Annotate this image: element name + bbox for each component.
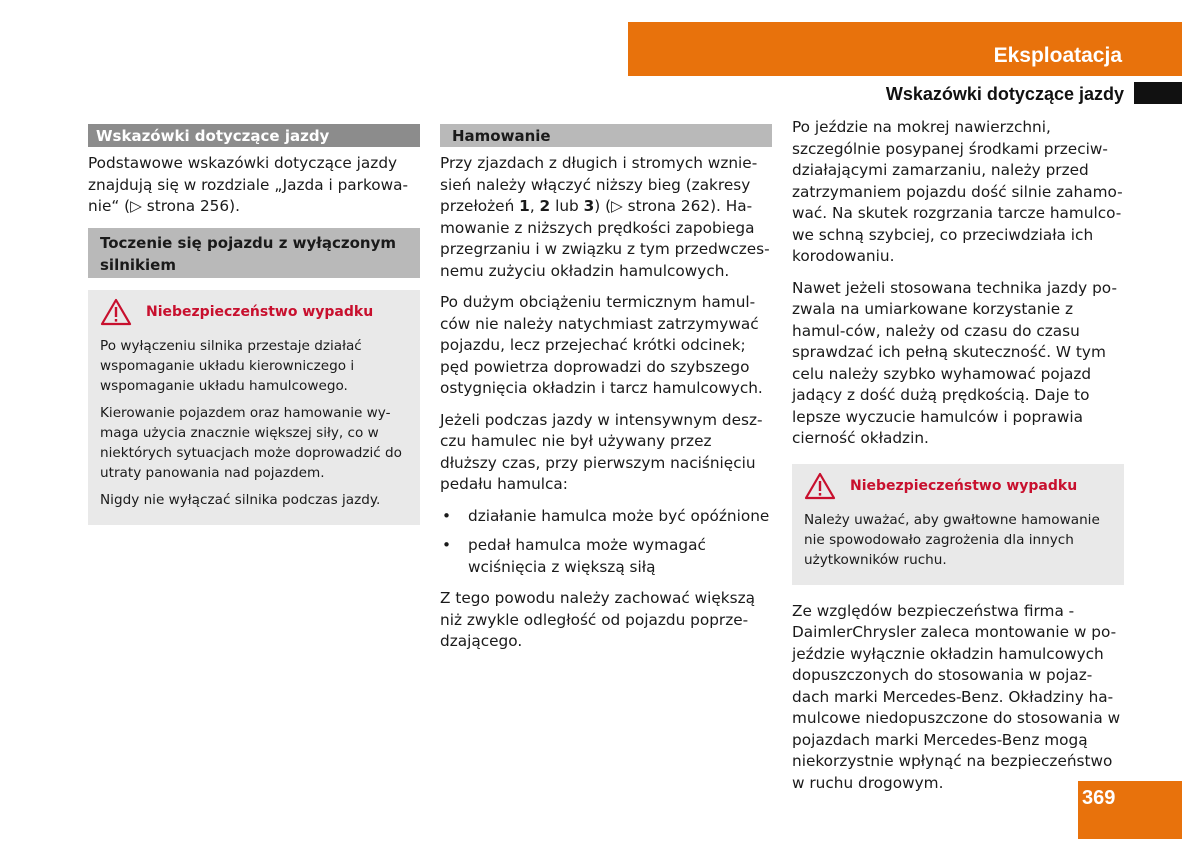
text-span: lub [550, 197, 584, 215]
gear-2: 2 [539, 197, 551, 215]
page-number: 369 [1078, 781, 1182, 839]
col1-intro: Podstawowe wskazówki dotyczące jazdy znajdują się w rozdziale „Jazda i parkowa-nie“ (▷ strona 256). [88, 154, 409, 215]
column-1 [88, 124, 420, 525]
text-span: , [529, 197, 540, 215]
chapter-tab [628, 22, 1182, 76]
col2-heading: Hamowanie [440, 124, 772, 147]
warning-title-row [100, 298, 408, 326]
warning-text: Po wyłączeniu silnika przestaje działać wspomaganie układu kierowniczego i wspomaganie układu hamulcowego. [100, 337, 362, 394]
list-item: • pedał hamulca może wymagać wciśnięcia z większą siłą [440, 535, 772, 578]
warning-text: Nigdy nie wyłączać silnika podczas jazdy. [100, 491, 381, 508]
col1-subheading: Toczenie się pojazdu z wyłączonym silnikiem [88, 228, 420, 278]
warning-triangle-icon [100, 298, 132, 326]
column-2 [440, 124, 772, 663]
gear-1: 1 [519, 197, 530, 215]
warning-box [792, 464, 1124, 585]
section-marker [1134, 82, 1182, 104]
col3-paragraph: Po jeździe na mokrej nawierzchni, szczególnie posypanej środkami przeciw-działającymi zamarzaniu, należy przed zatrzymaniem pojazdu dość silnie zahamo-wać. Na skutek rozgrzania tarcze hamulco-we schną szybciej, co przeciwdziała ich korodowaniu. [792, 118, 1123, 265]
col2-paragraph: Jeżeli podczas jazdy w intensywnym desz-czu hamulec nie był używany przez dłuższy czas, przy pierwszym naciśnięciu pedału hamulca: [440, 410, 763, 493]
text-span: ) (▷ strona 262). Ha-mowanie z niższych prędkości zapobiega przegrzaniu i w związku z tym przedwczes-nemu zużyciu okładzin hamulcowych. [440, 197, 770, 280]
column-3 [792, 117, 1124, 804]
warning-text: Należy uważać, aby gwałtowne hamowanie nie spowodowało zagrożenia dla innych użytkowników ruchu. [804, 511, 1100, 568]
warning-text: Kierowanie pojazdem oraz hamowanie wy-maga użycia znacznie większej siły, co w niektórych sytuacjach może doprowadzić do utraty panowania nad pojazdem. [100, 404, 403, 481]
bullet-list [440, 506, 772, 579]
chapter-title: Eksploatacja [993, 44, 1122, 67]
col3-paragraph: Nawet jeżeli stosowana technika jazdy po-zwala na umiarkowane korzystanie z hamul-ców, należy od czasu do czasu sprawdzać ich pełną skuteczność. W tym celu należy szybko wyhamować pojazd jadący z dość dużą prędkością. Daje to lepsze wyczucie hamulców i poprawia cierność okładzin. [792, 278, 1117, 447]
col2-paragraph: Po dużym obciążeniu termicznym hamul-ców nie należy natychmiast zatrzymywać pojazdu, lecz przejechać krótki odcinek; pęd powietrza doprowadzi do szybszego ostygnięcia okładzin i tarcz hamulcowych. [440, 293, 763, 397]
col2-paragraph [440, 153, 772, 282]
gear-3: 3 [583, 197, 595, 215]
col3-paragraph: Ze względów bezpieczeństwa firma - DaimlerChrysler zaleca montowanie w po-jeździe wyłącznie okładzin hamulcowych dopuszczonych do stosowania w pojaz-dach marki Mercedes-Benz. Okładziny ha-mulcowe niedopuszczone do stosowania w pojazdach marki Mercedes-Benz mogą niekorzystnie wpłynąć na bezpieczeństwo w ruchu drogowym. [792, 601, 1121, 792]
warning-box [88, 290, 420, 525]
warning-title: Niebezpieczeństwo wypadku [146, 303, 374, 320]
warning-title: Niebezpieczeństwo wypadku [850, 477, 1078, 494]
col2-paragraph: Z tego powodu należy zachować większą niż zwykle odległość od pojazdu poprze-dzającego. [440, 589, 755, 650]
warning-triangle-icon [804, 472, 836, 500]
list-item: • działanie hamulca może być opóźnione [440, 506, 772, 528]
col1-heading: Wskazówki dotyczące jazdy [88, 124, 420, 147]
text-span: Przy zjazdach z długich i stromych wznie-sień należy włączyć niższy bieg (zakresy przełożeń [440, 154, 758, 215]
section-heading: Wskazówki dotyczące jazdy [885, 84, 1124, 104]
warning-title-row [804, 472, 1112, 500]
